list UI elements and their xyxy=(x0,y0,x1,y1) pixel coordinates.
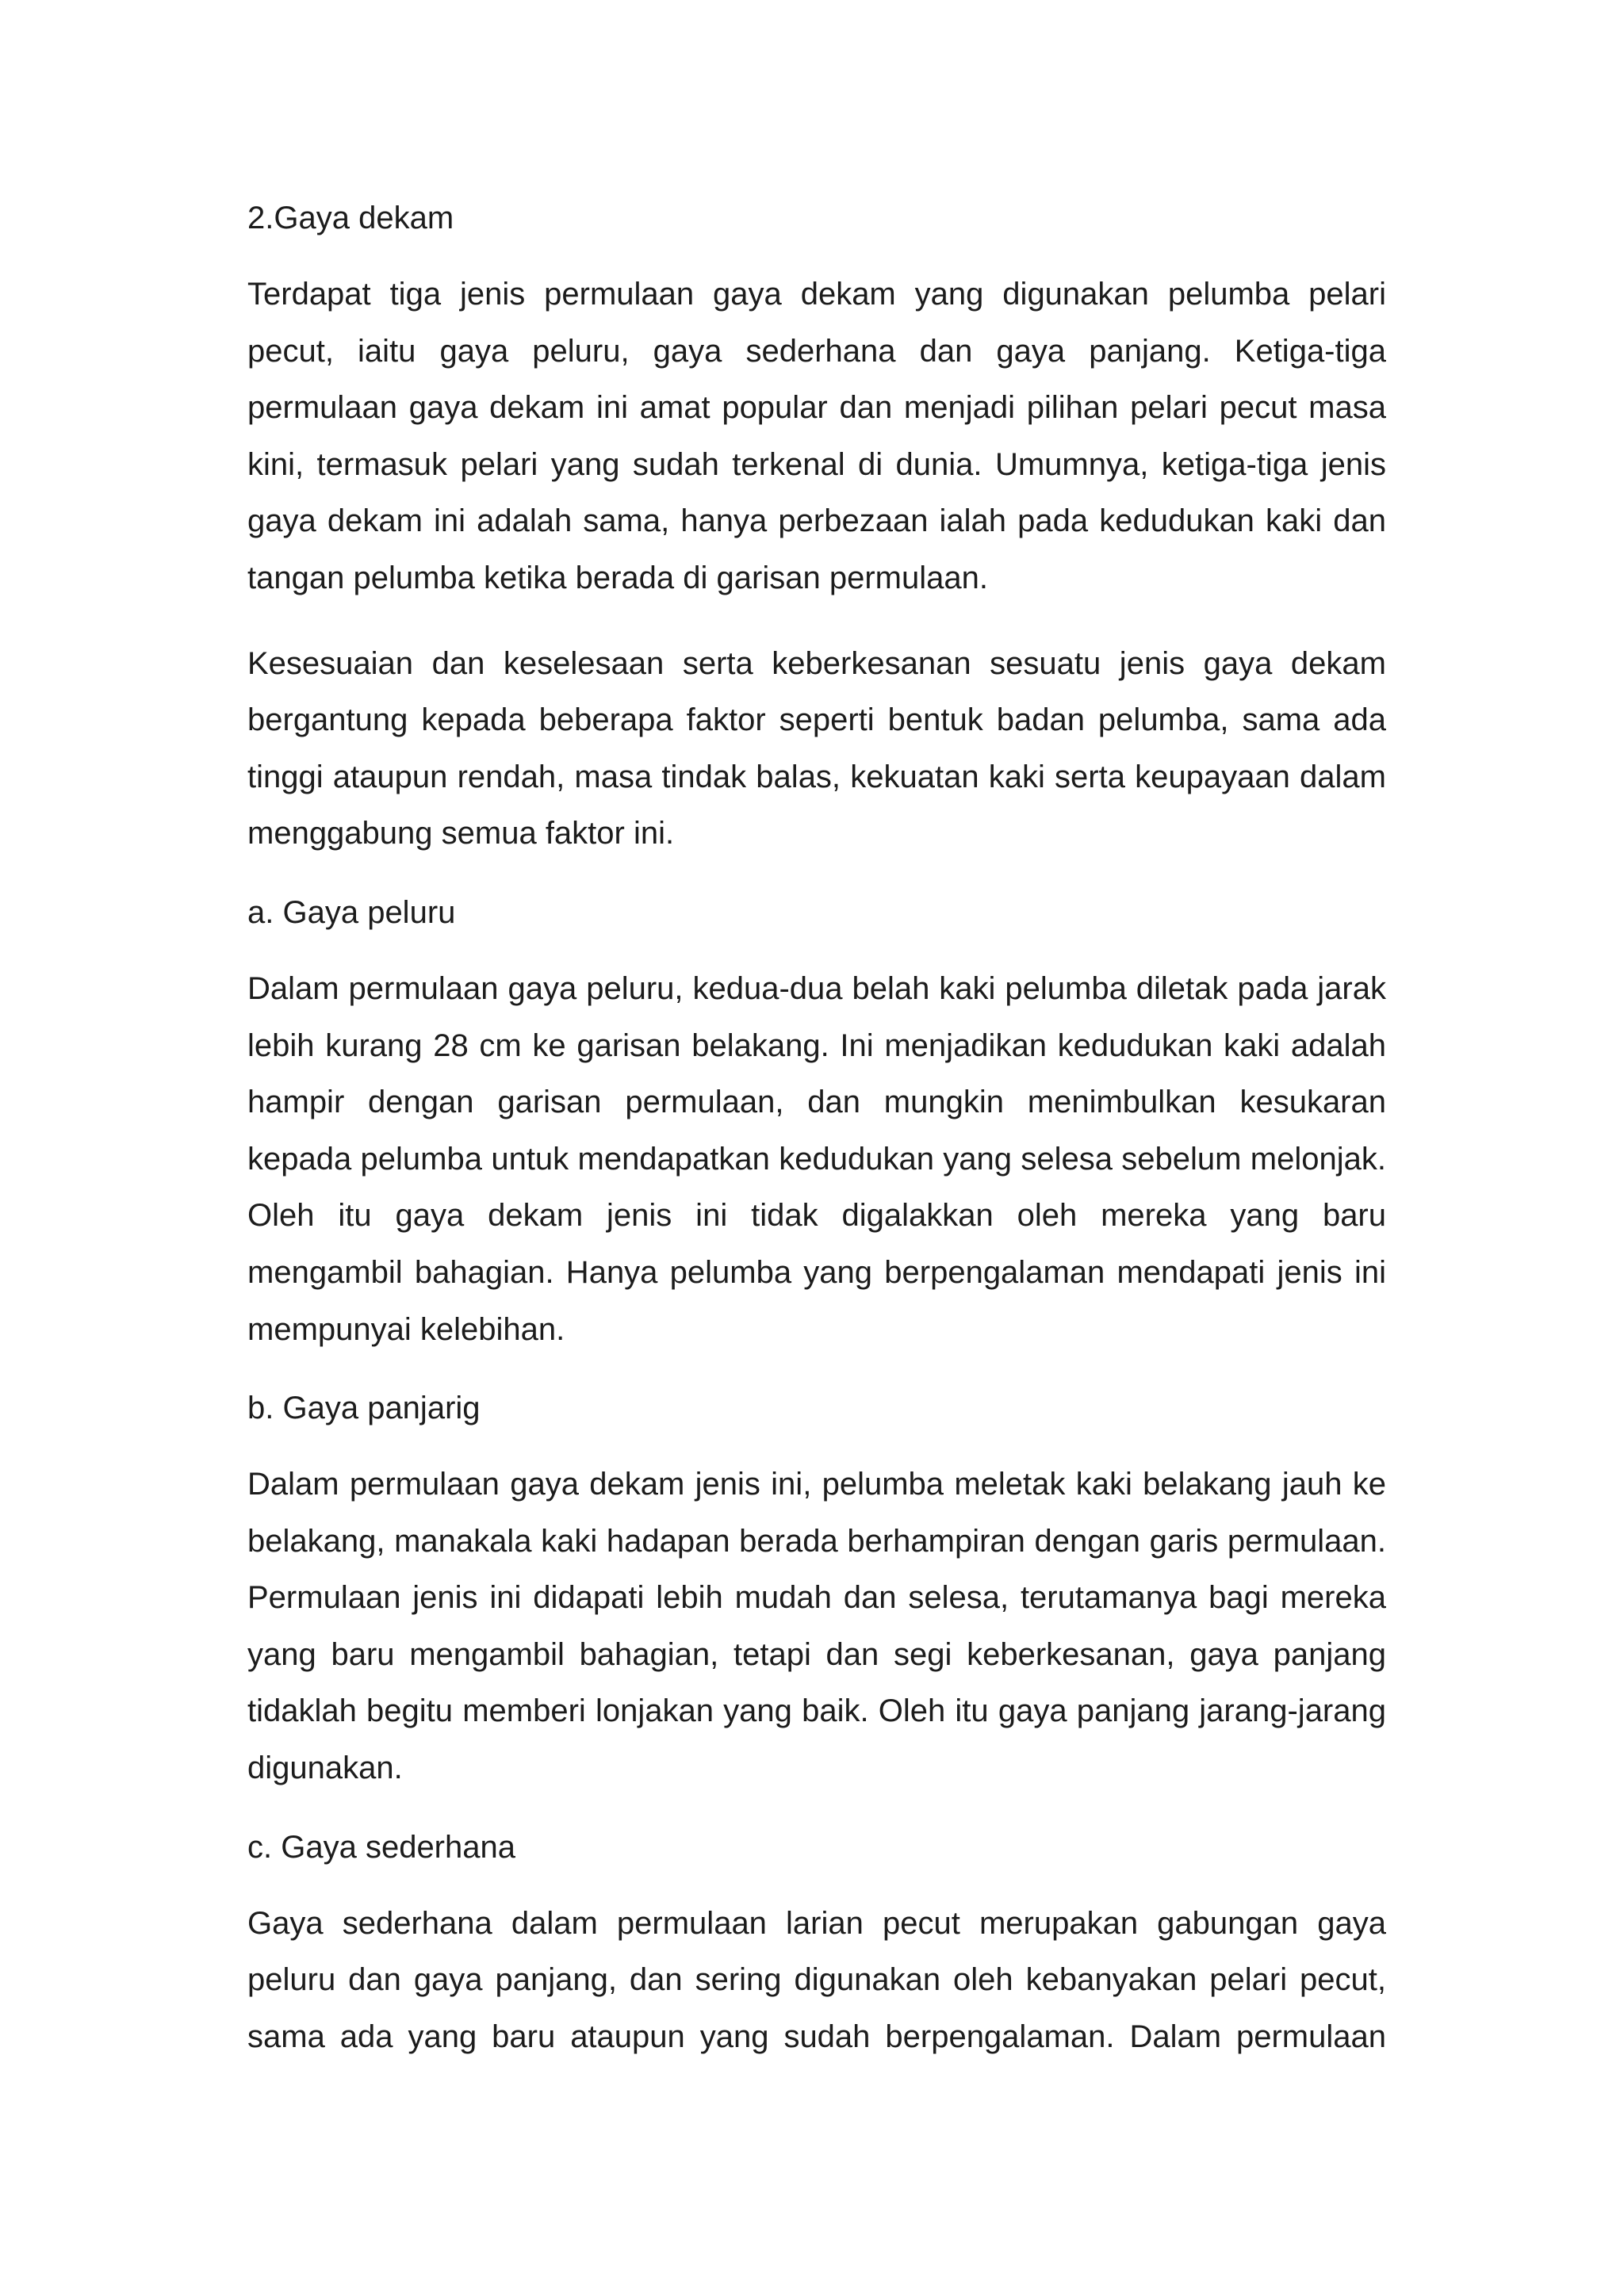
intro-paragraph: Kesesuaian dan keselesaan serta keberkesanan sesuatu jenis gaya dekam bergantung kepada beberapa faktor seperti bentuk badan pelumba, sama ada tinggi ataupun rendah, masa tindak balas, kekuatan kaki serta keupayaan dalam menggabung semua faktor ini. xyxy=(247,645,1386,851)
subsection-title-sederhana: c. Gaya sederhana xyxy=(247,1829,515,1865)
subsection-paragraph-panjang: Dalam permulaan gaya dekam jenis ini, pelumba meletak kaki belakang jauh ke belakang, manakala kaki hadapan berada berhampiran dengan garis permulaan. Permulaan jenis ini didapati lebih mudah dan selesa, terutamanya bagi mereka yang baru mengambil bahagian, tetapi dan segi keberkesanan, gaya panjang tidaklah begitu memberi lonjakan yang baik. Oleh itu gaya panjang jarang-jarang digunakan. xyxy=(247,1467,1386,1786)
subsection-title-peluru: a. Gaya peluru xyxy=(247,894,456,930)
subsection-paragraph-sederhana: Gaya sederhana dalam permulaan larian pecut merupakan gabungan gaya peluru dan gaya panjang, dan sering digunakan oleh kebanyakan pelari pecut, sama ada yang baru ataupun yang sudah berpengalaman. Dalam permulaan xyxy=(247,1905,1386,2054)
section-title: 2.Gaya dekam xyxy=(247,201,454,235)
document-body xyxy=(247,197,1386,2094)
intro-paragraph: Terdapat tiga jenis permulaan gaya dekam yang digunakan pelumba pelari pecut, iaitu gaya peluru, gaya sederhana dan gaya panjang. Ketiga-tiga permulaan gaya dekam ini amat popular dan menjadi pilihan pelari pecut masa kini, termasuk pelari yang sudah terkenal di dunia. Umumnya, ketiga-tiga jenis gaya dekam ini adalah sama, hanya perbezaan ialah pada kedudukan kaki dan tangan pelumba ketika berada di garisan permulaan. xyxy=(247,277,1386,595)
subsection-paragraph-peluru: Dalam permulaan gaya peluru, kedua-dua belah kaki pelumba diletak pada jarak lebih kurang 28 cm ke garisan belakang. Ini menjadikan kedudukan kaki adalah hampir dengan garisan permulaan, dan mungkin menimbulkan kesukaran kepada pelumba untuk mendapatkan kedudukan yang selesa sebelum melonjak. Oleh itu gaya dekam jenis ini tidak digalakkan oleh mereka yang baru mengambil bahagian. Hanya pelumba yang berpengalaman mendapati jenis ini mempunyai kelebihan. xyxy=(247,970,1386,1347)
subsection-title-panjang: b. Gaya panjarig xyxy=(247,1391,481,1426)
